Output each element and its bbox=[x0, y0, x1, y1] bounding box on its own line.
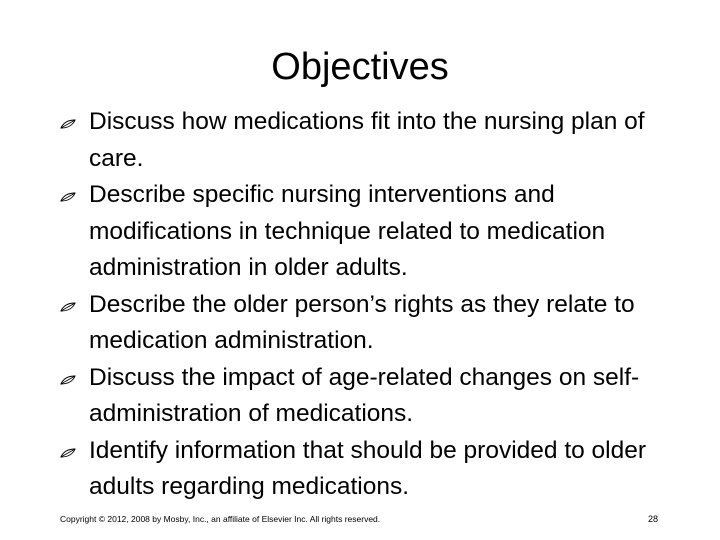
objective-text: Identify information that should be provided to older adults regarding medications. bbox=[89, 436, 647, 500]
objective-item bbox=[60, 104, 700, 177]
leaf-bullet-icon bbox=[60, 192, 76, 202]
page-number: 28 bbox=[647, 514, 658, 524]
objective-text: Describe the older person’s rights as they relate to medication administration. bbox=[89, 290, 635, 354]
objective-item bbox=[60, 177, 700, 287]
copyright-footer: Copyright © 2012, 2008 by Mosby, Inc., an affiliate of Elsevier Inc. All rights reserved. bbox=[60, 514, 381, 524]
leaf-bullet-icon bbox=[60, 302, 76, 312]
objectives-list bbox=[60, 104, 700, 506]
objective-item bbox=[60, 433, 700, 506]
objective-text: Discuss the impact of age-related changes on self-administration of medications. bbox=[89, 363, 640, 427]
slide-title: Objectives bbox=[271, 46, 449, 88]
objective-text: Discuss how medications fit into the nursing plan of care. bbox=[89, 108, 645, 172]
objective-item bbox=[60, 360, 700, 433]
objective-item bbox=[60, 287, 700, 360]
leaf-bullet-icon bbox=[60, 375, 76, 385]
leaf-bullet-icon bbox=[60, 448, 76, 458]
leaf-bullet-icon bbox=[60, 119, 76, 129]
objective-text: Describe specific nursing interventions and modifications in technique related to medication administration in older adults. bbox=[89, 181, 606, 281]
